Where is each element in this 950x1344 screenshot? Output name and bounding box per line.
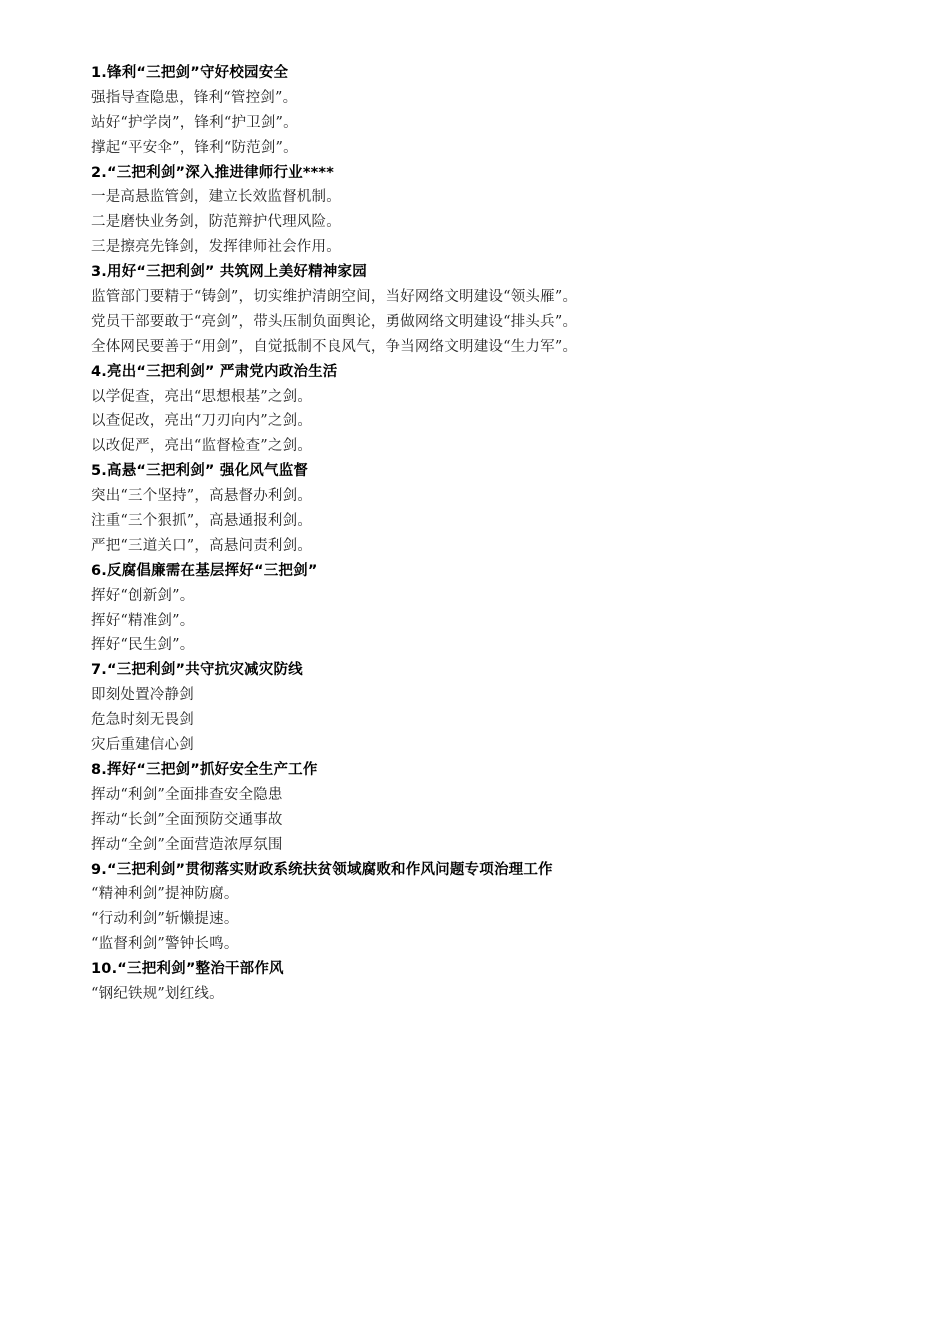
section-item: “监督利剑”警钟长鸣。 (91, 936, 239, 953)
section-heading: 10.“三把利剑”整治干部作风 (91, 961, 284, 978)
section-item: 三是擦亮先锋剑，发挥律师社会作用。 (91, 239, 341, 256)
document-body (91, 61, 871, 1007)
section-item: 挥好“精准剑”。 (91, 612, 195, 629)
section-item: 监管部门要精于“铸剑”，切实维护清朗空间，当好网络文明建设“领头雁”。 (91, 289, 578, 306)
section-item: 灾后重建信心剑 (91, 737, 194, 754)
section-heading: 5.高悬“三把利剑” 强化风气监督 (91, 463, 309, 480)
section-item: 站好“护学岗”，锋利“护卫剑”。 (91, 114, 298, 131)
section-item: 突出“三个坚持”，高悬督办利剑。 (91, 488, 313, 505)
section-item: “行动利剑”斩懒提速。 (91, 911, 239, 928)
section-item: 强指导查隐患，锋利“管控剑”。 (91, 89, 298, 106)
section-item: 党员干部要敢于“亮剑”，带头压制负面舆论，勇做网络文明建设“排头兵”。 (91, 313, 578, 330)
section-item: 挥动“利剑”全面排查安全隐患 (91, 786, 283, 803)
section-item: 危急时刻无畏剑 (91, 712, 194, 729)
section-item: 注重“三个狠抓”，高悬通报利剑。 (91, 513, 313, 530)
section-heading: 1.锋利“三把剑”守好校园安全 (91, 65, 289, 81)
section-item: 全体网民要善于“用剑”，自觉抵制不良风气，争当网络文明建设“生力军”。 (91, 338, 578, 355)
section-item: 即刻处置冷静剑 (91, 687, 194, 704)
section-heading: 7.“三把利剑”共守抗灾减灾防线 (91, 662, 303, 679)
section-item: 严把“三道关口”，高悬问责利剑。 (91, 537, 313, 554)
section-item: 挥动“全剑”全面营造浓厚氛围 (91, 836, 283, 853)
section-item: 挥动“长剑”全面预防交通事故 (91, 811, 283, 828)
section-item: “钢纪铁规”划红线。 (91, 985, 224, 1002)
section-item: 撑起“平安伞”，锋利“防范剑”。 (91, 139, 298, 156)
section-heading: 6.反腐倡廉需在基层挥好“三把剑” (91, 562, 318, 579)
section-item: 以学促查，亮出“思想根基”之剑。 (91, 388, 313, 405)
section-heading: 8.挥好“三把剑”抓好安全生产工作 (91, 761, 318, 778)
section-heading: 9.“三把利剑”贯彻落实财政系统扶贫领域腐败和作风问题专项治理工作 (91, 861, 553, 878)
section-heading: 3.用好“三把利剑” 共筑网上美好精神家园 (91, 264, 367, 281)
section-item: 挥好“创新剑”。 (91, 587, 195, 604)
section-item: “精神利剑”提神防腐。 (91, 886, 239, 903)
section-item: 以查促改，亮出“刀刃向内”之剑。 (91, 413, 313, 430)
section-item: 挥好“民生剑”。 (91, 637, 195, 654)
section-item: 二是磨快业务剑，防范辩护代理风险。 (91, 214, 341, 231)
section-heading: 4.亮出“三把利剑” 严肃党内政治生活 (91, 363, 338, 380)
section-item: 以改促严，亮出“监督检查”之剑。 (91, 438, 313, 455)
section-heading: 2.“三把利剑”深入推进律师行业**** (91, 164, 334, 181)
section-item: 一是高悬监管剑，建立长效监督机制。 (91, 189, 341, 206)
